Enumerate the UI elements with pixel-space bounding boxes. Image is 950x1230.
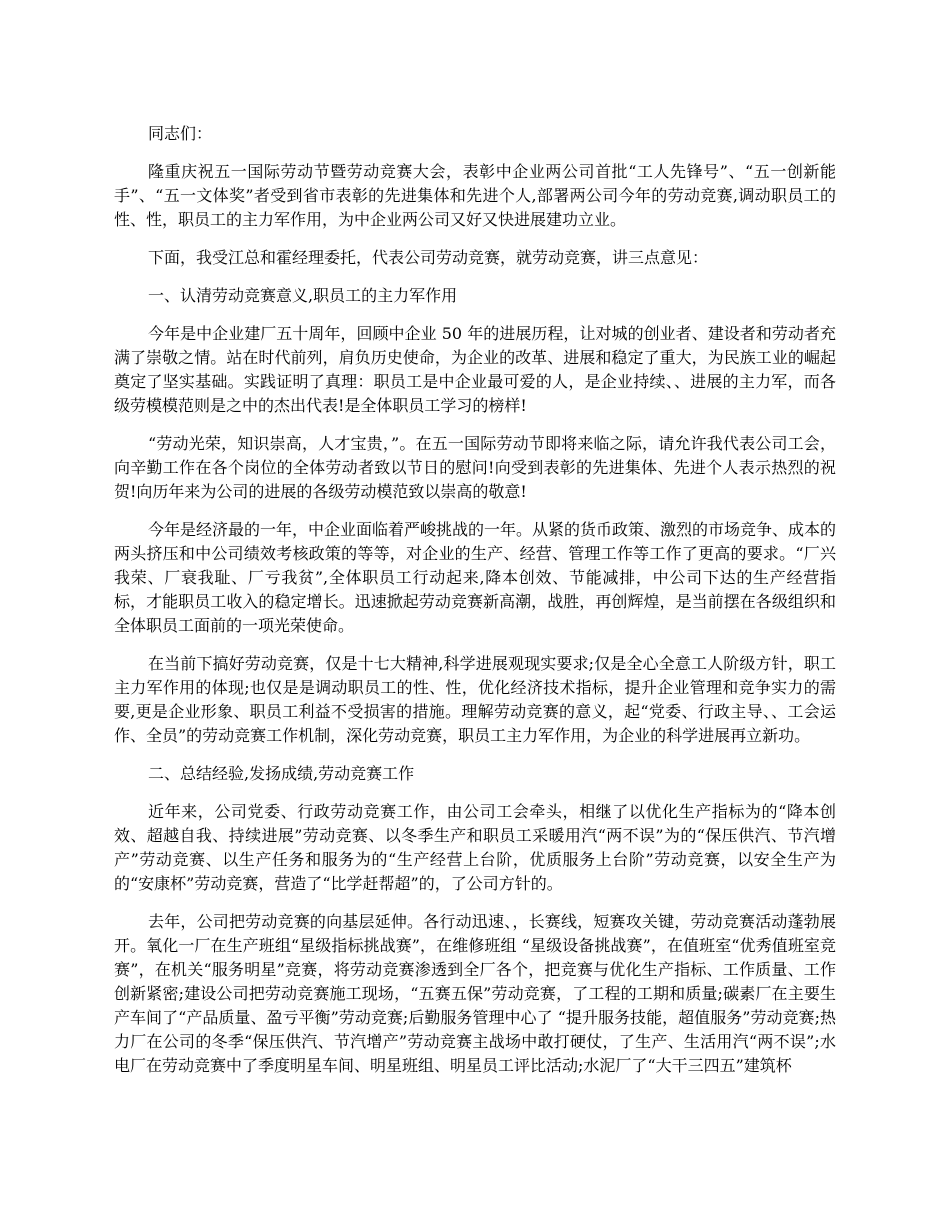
paragraph: “劳动光荣，知识崇高，人才宝贵，”。在五一国际劳动节即将来临之际，请允许我代表公司工会，向辛勤工作在各个岗位的全体劳动者致以节日的慰问!向受到表彰的先进集体、先进个人表示热烈的祝贺!向历年来为公司的进展的各级劳动模范致以崇高的敬意! — [114, 434, 836, 501]
salutation: 同志们： — [148, 124, 213, 143]
paragraph: 近年来，公司党委、行政劳动竞赛工作，由公司工会牵头，相继了以优化生产指标为的“降本创效、超越自我、持续进展”劳动竞赛、以冬季生产和职员工采暖用汽“两不误”为的“保压供汽、节汽增产”劳动竞赛、以生产任务和服务为的“生产经营上台阶，优质服务上台阶”劳动竞赛，以安全生产为的“安康杯”劳动竞赛，营造了“比学赶帮超”的，了公司方针的。 — [114, 802, 836, 893]
paragraph: 去年，公司把劳动竞赛的向基层延伸。各行动迅速、，长赛线，短赛攻关键，劳动竞赛活动蓬勃展开。氧化一厂在生产班组“星级指标挑战赛”，在维修班组 “星级设备挑战赛”，在值班室“优秀值班室竞赛”，在机关“服务明星”竞赛，将劳动竞赛渗透到全厂各个，把竞赛与优化生产指标、工作质量、工作创新紧密;建设公司把劳动竞赛施工现场，“五赛五保”劳动竞赛，了工程的工期和质量;碳素厂在主要生产车间了“产品质量、盈亏平衡”劳动竞赛;后勤服务管理中心了 “提升服务技能，超值服务”劳动竞赛;热力厂在公司的冬季“保压供汽、节汽增产”劳动竞赛主战场中敢打硬仗，了生产、生活用汽“两不误”;水电厂在劳动竞赛中了季度明星车间、明星班组、明星员工评比活动;水泥厂了“大干三四五”建筑杯 — [114, 912, 836, 1075]
document-page — [114, 122, 836, 1092]
paragraph-opening: 隆重庆祝五一国际劳动节暨劳动竞赛大会，表彰中企业两公司首批“工人先锋号”、“五一创新能手”、“五一文体奖”者受到省市表彰的先进集体和先进个人,部署两公司今年的劳动竞赛,调动职员工的性、性，职员工的主力军作用，为中企业两公司又好又快进展建功立业。 — [114, 162, 836, 229]
paragraph: 今年是中企业建厂五十周年，回顾中企业 50 年的进展历程，让对城的创业者、建设者和劳动者充满了崇敬之情。站在时代前列，肩负历史使命，为企业的改革、进展和稳定了重大，为民族工业的崛起奠定了坚实基础。实践证明了真理：职员工是中企业最可爱的人，是企业持续、、进展的主力军，而各级劳模模范则是之中的杰出代表!是全体职员工学习的榜样! — [114, 324, 836, 415]
paragraph-intro: 下面，我受江总和霍经理委托，代表公司劳动竞赛，就劳动竞赛，讲三点意见： — [148, 248, 709, 267]
section-heading-2: 二、总结经验,发扬成绩,劳动竞赛工作 — [148, 764, 415, 783]
paragraph: 在当前下搞好劳动竞赛，仅是十七大精神,科学进展观现实要求;仅是全心全意工人阶级方针，职工主力军作用的体现;也仅是是调动职员工的性、性，优化经济技术指标，提升企业管理和竞争实力的需要,更是企业形象、职员工利益不受损害的措施。理解劳动竞赛的意义，起“党委、行政主导、、工会运作、全员”的劳动竞赛工作机制，深化劳动竞赛，职员工主力军作用，为企业的科学进展再立新功。 — [114, 654, 836, 745]
section-heading-1: 一、认清劳动竞赛意义,职员工的主力军作用 — [148, 286, 458, 305]
paragraph: 今年是经济最的一年，中企业面临着严峻挑战的一年。从紧的货币政策、激烈的市场竞争、成本的两头挤压和中公司绩效考核政策的等等，对企业的生产、经营、管理工作等工作了更高的要求。“厂兴我荣、厂衰我耻、厂亏我贫”,全体职员工行动起来,降本创效、节能减排，中公司下达的生产经营指标，才能职员工收入的稳定增长。迅速掀起劳动竞赛新高潮，战胜，再创辉煌，是当前摆在各级组织和全体职员工面前的一项光荣使命。 — [114, 520, 837, 635]
